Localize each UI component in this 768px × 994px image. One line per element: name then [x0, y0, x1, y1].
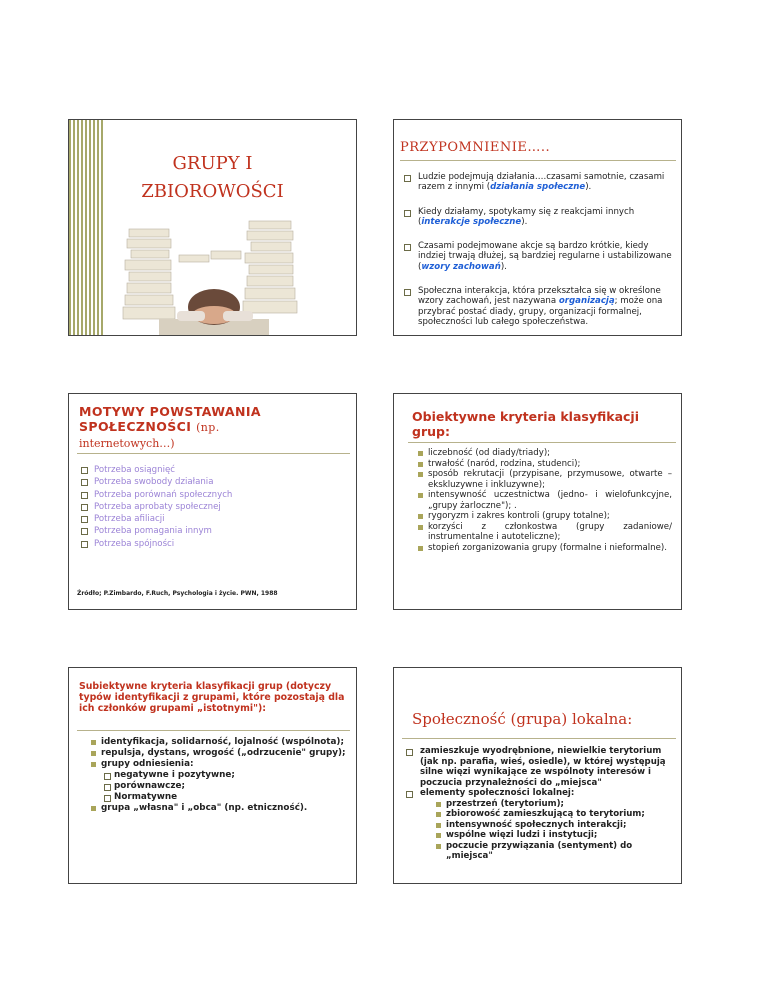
square-bullet-icon — [418, 514, 423, 519]
list-item: identyfikacja, solidarność, lojalność (wspólnota); — [91, 737, 347, 748]
reference-groups-sublist — [104, 770, 347, 803]
list-item: Potrzeba porównań społecznych — [81, 489, 232, 501]
list-item: intensywność uczestnictwa (jedno- i wielofunkcyjne, „grupy żarloczne"); . — [418, 490, 672, 511]
slide-title: Subiektywne kryteria klasyfikacji grup (dotyczy typów identyfikacji z grupami, które pozostają dla ich członków grupami „istotnymi"): — [79, 681, 345, 714]
square-bullet-icon — [418, 451, 423, 456]
list-item: korzyści z członkostwa (grupy zadaniowe/ instrumentalne i autoteliczne); — [418, 522, 672, 543]
square-bullet-icon — [104, 784, 111, 791]
list-item: przestrzeń (terytorium); — [436, 799, 676, 810]
square-bullet-icon — [436, 823, 441, 828]
slide-title: Obiektywne kryteria klasyfikacji grup: — [412, 409, 639, 439]
square-bullet-icon — [104, 773, 111, 780]
list-item: Ludzie podejmują działania….czasami samotnie, czasami razem z innymi (działania społeczne). — [400, 172, 676, 193]
list-item: stopień zorganizowania grupy (formalne i nieformalne). — [418, 543, 672, 554]
source-note: Źródło; P.Zimbardo, F.Ruch, Psychologia i życie. PWN, 1988 — [77, 590, 278, 597]
list-item: wspólne więzi ludzi i instytucji; — [436, 830, 676, 841]
square-bullet-icon — [404, 210, 411, 217]
list-item: Społeczna interakcja, która przekształca się w określone wzory zachowań, jest nazywana organizacją; może ona przybrać postać diady, grupy, organizacji formalnej, społeczności lub całego społeczeństwa. — [400, 286, 676, 327]
list-item: Potrzeba swobody działania — [81, 476, 232, 488]
square-bullet-icon — [418, 525, 423, 530]
square-bullet-icon — [436, 812, 441, 817]
list-item: rygoryzm i zakres kontroli (grupy totalne); — [418, 511, 672, 522]
list-item: zbiorowość zamieszkującą to terytorium; — [436, 809, 676, 820]
list-item: repulsja, dystans, wrogość („odrzucenie" grupy); — [91, 748, 347, 759]
square-bullet-icon — [404, 244, 411, 251]
emphasis-term: działania społeczne — [490, 182, 586, 193]
title-divider — [408, 442, 676, 443]
local-community-list — [402, 746, 676, 862]
emphasis-term: interakcje społeczne — [421, 216, 522, 227]
title-divider — [77, 453, 350, 454]
slide-title: PRZYPOMNIENIE….. — [400, 140, 551, 155]
square-bullet-icon — [418, 472, 423, 477]
community-elements-sublist — [436, 799, 676, 862]
title-divider — [402, 738, 676, 739]
list-item: grupa „własna" i „obca" (np. etniczność). — [91, 803, 347, 814]
square-bullet-icon — [418, 493, 423, 498]
list-item: trwałość (naród, rodzina, studenci); — [418, 459, 672, 470]
emphasis-term: organizacją — [558, 296, 615, 307]
square-bullet-icon — [81, 479, 88, 486]
list-item: negatywne i pozytywne; — [104, 770, 347, 781]
slide-groups-title — [68, 119, 357, 336]
slide-title: Społeczność (grupa) lokalna: — [412, 710, 633, 728]
title-line-1: GRUPY I — [172, 153, 253, 174]
square-bullet-icon — [436, 802, 441, 807]
list-item: elementy społeczności lokalnej: przestrzeń (terytorium); zbiorowość zamieszkującą to terytorium; intensywność społecznych interakcji; wspólne więzi ludzi i instytucji; poczucie przywiązania (sentyment) do „miejsca" — [402, 788, 676, 862]
emphasis-term: wzory zachowań — [421, 261, 501, 272]
list-item: porównawcze; — [104, 781, 347, 792]
square-bullet-icon — [91, 806, 96, 811]
slide-title: MOTYWY POWSTAWANIA SPOŁECZNOŚCI (np. — [79, 404, 261, 434]
list-item: Potrzeba afiliacji — [81, 513, 232, 525]
list-item: Potrzeba osiągnięć — [81, 464, 232, 476]
square-bullet-icon — [406, 749, 413, 756]
list-item: poczucie przywiązania (sentyment) do „miejsca" — [436, 841, 676, 862]
list-item: Kiedy działamy, spotykamy się z reakcjami innych (interakcje społeczne). — [400, 207, 676, 228]
slide-reminder — [393, 119, 682, 336]
list-item: Czasami podejmowane akcje są bardzo krótkie, kiedy indziej trwają dłużej, są bardziej regularne i ustabilizowane (wzory zachowań). — [400, 241, 676, 272]
square-bullet-icon — [91, 740, 96, 745]
list-item: zamieszkuje wyodrębnione, niewielkie terytorium (jak np. parafia, wieś, osiedle), w której występują silne więzi wynikające ze wspólnoty interesów i poczucia przynależności do „miejsca" — [402, 746, 676, 788]
square-bullet-icon — [81, 528, 88, 535]
subjective-criteria-list — [91, 737, 347, 814]
square-bullet-icon — [436, 844, 441, 849]
square-bullet-icon — [91, 762, 96, 767]
motives-list — [81, 464, 232, 550]
square-bullet-icon — [91, 751, 96, 756]
square-bullet-icon — [81, 467, 88, 474]
square-bullet-icon — [81, 504, 88, 511]
title-divider — [77, 730, 350, 731]
list-item: grupy odniesienia: negatywne i pozytywne; porównawcze; Normatywne — [91, 759, 347, 803]
list-item: Potrzeba aprobaty społecznej — [81, 501, 232, 513]
square-bullet-icon — [404, 175, 411, 182]
square-bullet-icon — [81, 492, 88, 499]
list-item: Potrzeba pomagania innym — [81, 525, 232, 537]
list-item: Normatywne — [104, 792, 347, 803]
square-bullet-icon — [81, 516, 88, 523]
reminder-list — [400, 172, 676, 336]
paper-stacks-photo — [119, 215, 304, 335]
list-item: sposób rekrutacji (przypisane, przymusowe, otwarte – ekskluzywne i inkluzywne); — [418, 469, 672, 490]
square-bullet-icon — [104, 795, 111, 802]
list-item: intensywność społecznych interakcji; — [436, 820, 676, 831]
square-bullet-icon — [418, 546, 423, 551]
square-bullet-icon — [406, 791, 413, 798]
title-divider — [400, 160, 676, 161]
criteria-list — [418, 448, 672, 553]
slide-community-motives — [68, 393, 357, 610]
slide-objective-criteria — [393, 393, 682, 610]
title-line-2: ZBIOROWOŚCI — [141, 181, 284, 202]
square-bullet-icon — [418, 462, 423, 467]
slide-subtitle: internetowych…) — [79, 437, 175, 450]
slide-title — [69, 150, 356, 206]
square-bullet-icon — [436, 833, 441, 838]
slide-local-community — [393, 667, 682, 884]
square-bullet-icon — [81, 541, 88, 548]
square-bullet-icon — [404, 289, 411, 296]
list-item: liczebność (od diady/triady); — [418, 448, 672, 459]
list-item: Potrzeba spójności — [81, 538, 232, 550]
slide-subjective-criteria — [68, 667, 357, 884]
